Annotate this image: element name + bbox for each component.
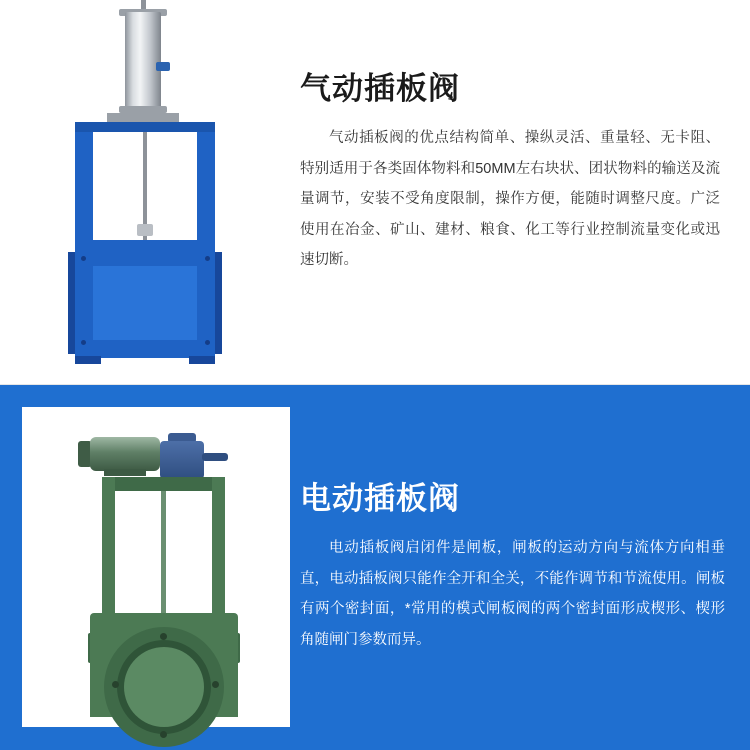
air-port-icon	[156, 62, 170, 71]
electric-valve-illustration	[42, 419, 277, 719]
mounting-foot-right	[189, 356, 215, 364]
mounting-foot-left	[75, 356, 101, 364]
valve-stem-icon	[161, 491, 166, 615]
electric-valve-image	[22, 407, 290, 727]
valve-body-face	[93, 266, 197, 340]
flange-bolt-hole-icon	[160, 731, 167, 738]
pneumatic-text-block	[300, 70, 720, 275]
page-title-pneumatic: 气动插板阀	[300, 71, 460, 106]
pneumatic-valve-illustration	[55, 0, 245, 375]
cylinder-mount-plate-icon	[107, 113, 179, 122]
frame-top-bar	[102, 477, 225, 491]
bolt-icon	[81, 256, 86, 261]
section-electric-valve	[0, 385, 750, 750]
bolt-icon	[81, 340, 86, 345]
cylinder-bottom-cap-icon	[119, 106, 167, 113]
valve-frame	[75, 122, 215, 250]
motor-base-icon	[104, 469, 146, 476]
page-title-electric: 电动插板阀	[300, 481, 460, 516]
pneumatic-cylinder-icon	[125, 12, 161, 110]
flange-bolt-hole-icon	[160, 633, 167, 640]
bolt-icon	[205, 256, 210, 261]
electric-motor-icon	[90, 437, 160, 471]
bolt-icon	[205, 340, 210, 345]
frame-window	[93, 132, 197, 240]
stem-nut-icon	[137, 224, 153, 236]
handwheel-icon	[202, 453, 228, 461]
description-electric: 电动插板阀启闭件是闸板，闸板的运动方向与流体方向相垂直，电动插板阀只能作全开和全关，不能作调节和节流使用。闸板有两个密封面，*常用的模式闸板阀的两个密封面形成楔形、楔形角随闸门参数而异。	[300, 540, 725, 648]
frame-column-right	[212, 477, 225, 615]
description-pneumatic: 气动插板阀的优点结构简单、操纵灵活、重量轻、无卡阻、特别适用于各类固体物料和50MM左右块状、团状物料的输送及流量调节，安装不受角度限制，操作方便，能随时调整尺度。广泛使用在冶金、矿山、建材、粮食、化工等行业控制流量变化或迅速切断。	[300, 130, 720, 268]
frame-top-bar	[75, 122, 215, 132]
flange-bolt-hole-icon	[112, 681, 119, 688]
pneumatic-valve-image	[0, 0, 290, 385]
electric-text-block	[300, 480, 725, 655]
gearbox-icon	[160, 441, 204, 479]
valve-body	[75, 248, 215, 358]
frame-column-left	[102, 477, 115, 615]
frame-window	[115, 491, 212, 615]
flange-bore	[124, 647, 204, 727]
flange-bolt-hole-icon	[212, 681, 219, 688]
